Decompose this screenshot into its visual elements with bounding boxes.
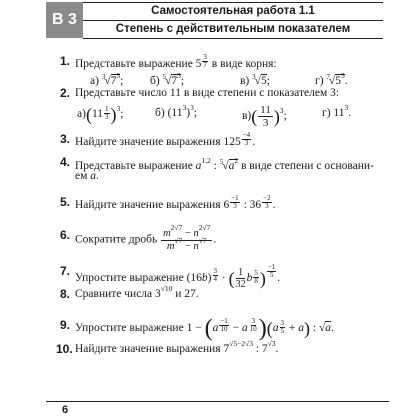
footer-rule (46, 401, 389, 402)
formula: $3^{√10}$ (155, 284, 173, 300)
page-number: 6 (62, 404, 69, 416)
formula: $a^{1,2}$ : $^5√a^2$ (195, 156, 239, 172)
option-label: б) (150, 75, 160, 87)
formula: 5 $\frac{3}{7}$ (195, 53, 207, 70)
variable-a: a (90, 170, 97, 182)
problem-text: Представьте число 11 в виде степени с показателем 3: (75, 87, 340, 99)
problem-text-main: Найдите значение выражения (75, 199, 221, 211)
option-d[interactable]: г) $^7√5^3$. (315, 71, 348, 87)
option-label: б) (155, 107, 165, 119)
problem-number: 3. (60, 132, 71, 146)
option-b[interactable]: б) $(11^3)^3$; (155, 103, 198, 119)
option-a[interactable]: а) $^3√7^5$; (90, 71, 124, 87)
option-label: г) (322, 107, 331, 119)
problem-text-main: Найдите значение выражения (75, 136, 221, 148)
problem-text-main: Упростите выражение (75, 272, 184, 284)
problem-text-main: Упростите выражение (75, 322, 184, 334)
problem-number: 9. (60, 318, 71, 332)
formula: (16b) $\frac{3}{4}$ · ( $\frac{1}{32}$ b $\frac{5}{8}$ ) $\frac{-1}{5}$ . (186, 263, 281, 290)
problem-text (75, 284, 199, 301)
variant-badge: В 3 (46, 2, 83, 38)
problem-text (75, 155, 374, 173)
problem-text (75, 132, 255, 149)
problem-number: 8. (60, 287, 71, 301)
option-label: в) (240, 75, 250, 87)
option-d[interactable]: г) $11^3$. (322, 103, 352, 119)
problem-text: Сократите дробь $\frac{m^{2√7} - n^{2√7}}{m^{√7} - n^{√7}}$ . (75, 223, 217, 252)
problem-number: 2. (60, 86, 71, 100)
problem-text-line2-main: ем (75, 170, 88, 182)
period: . (96, 170, 99, 182)
problem-number: 10. (56, 342, 73, 356)
option-c[interactable]: в)( $\frac{11}{3}$ )$^3$; (242, 104, 287, 130)
formula: 6 $\frac{-1}{3}$ : 36 $\frac{-2}{3}$ . (223, 194, 276, 211)
problem-number: 1. (60, 54, 71, 68)
problem-number: 6. (60, 228, 71, 242)
formula: 125 $\frac{-4}{3}$ . (223, 131, 256, 148)
option-a[interactable]: а)(11 $\frac{1}{3}$ )$^3$; (77, 104, 124, 125)
problem-text-main: Представьте выражение (75, 58, 193, 70)
formula: $7^{√5-2√3}$ : $7^{√3}$. (223, 339, 279, 355)
problem-text (75, 339, 279, 356)
problem-text (75, 264, 280, 290)
problem-text-main: Представьте выражение (75, 160, 193, 172)
problem-text-tail: в виде степени с основани- (240, 160, 374, 172)
problem-text-line2 (75, 169, 99, 183)
problem-text (75, 315, 334, 342)
worksheet-title: Самостоятельная работа 1.1 (151, 5, 315, 17)
option-label: г) (315, 75, 324, 87)
option-label: в) (242, 110, 252, 123)
option-c[interactable]: в) $^3$√5; (240, 73, 270, 87)
answer-options (77, 102, 397, 128)
problem-text-main: Сравните числа (75, 288, 153, 300)
formula: 1 − (a $\frac{-1}{10}$ − a $\frac{3}{10}$ )(a $\frac{3}{5}$ + a) : √a. (186, 315, 334, 342)
problem-number: 5. (60, 195, 71, 209)
fraction-formula: $\frac{m^{2√7} - n^{2√7}}{m^{√7} - n^{√7}}$ (163, 223, 211, 252)
problem-text-tail: и 27. (175, 288, 199, 300)
problem-number: 4. (60, 155, 71, 169)
problem-text-main: Сократите дробь (75, 233, 158, 246)
option-label: а) (90, 75, 99, 87)
problem-text (75, 54, 277, 71)
option-label: а) (77, 108, 86, 120)
option-b[interactable]: б) $^5√7^3$; (150, 71, 185, 87)
problem-text (75, 195, 275, 212)
worksheet-subtitle: Степень с действительным показателем (115, 23, 351, 35)
problem-text-tail: в виде корня: (211, 58, 277, 70)
problem-number: 7. (60, 264, 71, 278)
problem-text-main: Найдите значение выражения (75, 343, 221, 355)
